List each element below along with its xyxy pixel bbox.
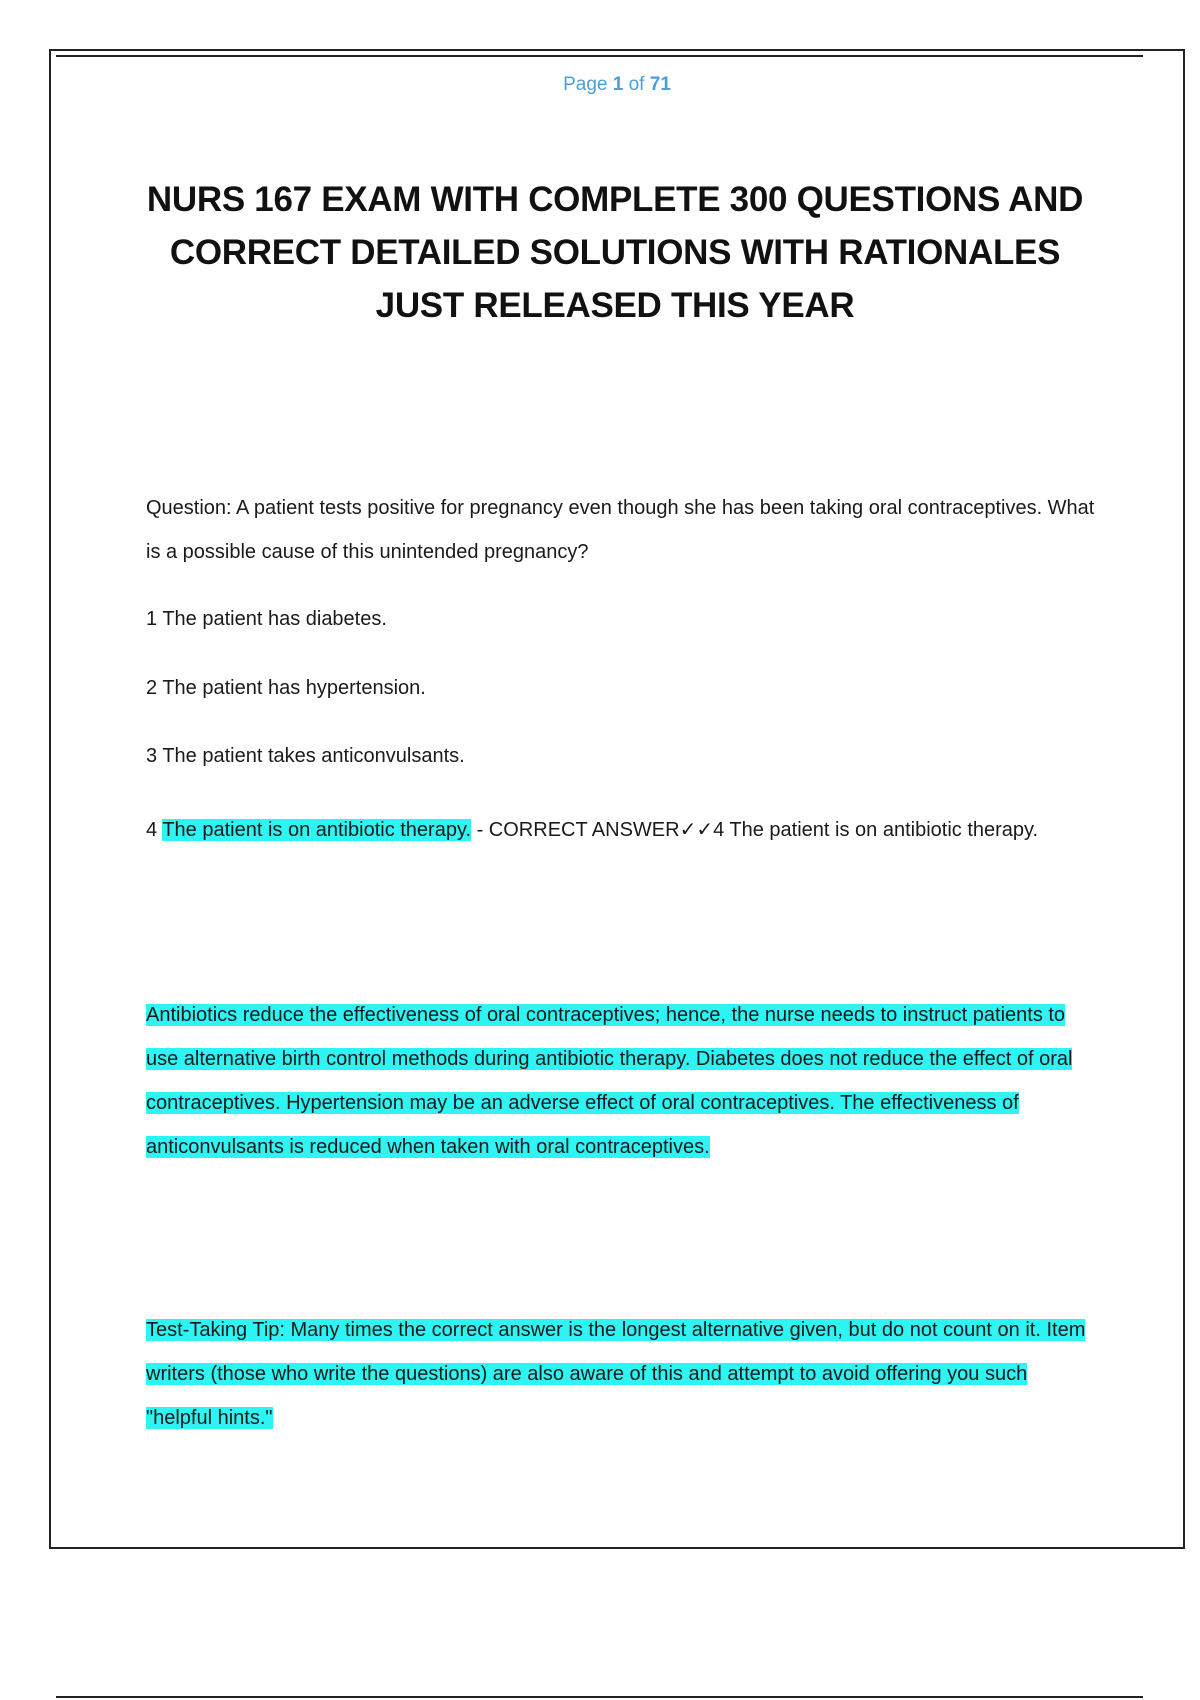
option-1: 1 The patient has diabetes. (146, 608, 387, 630)
test-taking-tip (146, 1308, 1096, 1440)
option-4-correct (146, 808, 1096, 852)
option-2: 2 The patient has hypertension. (146, 677, 426, 699)
bottom-rule (56, 1696, 1143, 1698)
question-text: Question: A patient tests positive for pregnancy even though she has been taking oral contraceptives. What is a possible cause of this unintended pregnancy? (146, 497, 1095, 563)
page-total: 71 (649, 74, 671, 95)
rationale (146, 993, 1086, 1169)
page-of: of (628, 74, 645, 95)
correct-answer-label: - CORRECT ANSWER✓✓4 The patient is on antibiotic therapy. (471, 819, 1039, 841)
page-prefix: Page (563, 74, 608, 95)
page-number (0, 74, 1200, 96)
option-3: 3 The patient takes anticonvulsants. (146, 745, 465, 767)
correct-answer-highlight: The patient is on antibiotic therapy. (162, 819, 472, 841)
tip-highlight: Test-Taking Tip: Many times the correct answer is the longest alternative given, but do not count on it. Item writers (those who write the questions) are also aware of this and attempt to avoid offering you such "helpful hints." (146, 1319, 1086, 1429)
page-current: 1 (612, 74, 624, 95)
option-4-number: 4 (146, 819, 158, 841)
document-title: NURS 167 EXAM WITH COMPLETE 300 QUESTIONS AND CORRECT DETAILED SOLUTIONS WITH RATIONALES JUST RELEASED THIS YEAR (146, 180, 1084, 325)
rationale-highlight: Antibiotics reduce the effectiveness of oral contraceptives; hence, the nurse needs to instruct patients to use alternative birth control methods during antibiotic therapy. Diabetes does not reduce the effect of oral contraceptives. Hypertension may be an adverse effect of oral contraceptives. The effectiveness of anticonvulsants is reduced when taken with oral contraceptives. (146, 1004, 1073, 1158)
